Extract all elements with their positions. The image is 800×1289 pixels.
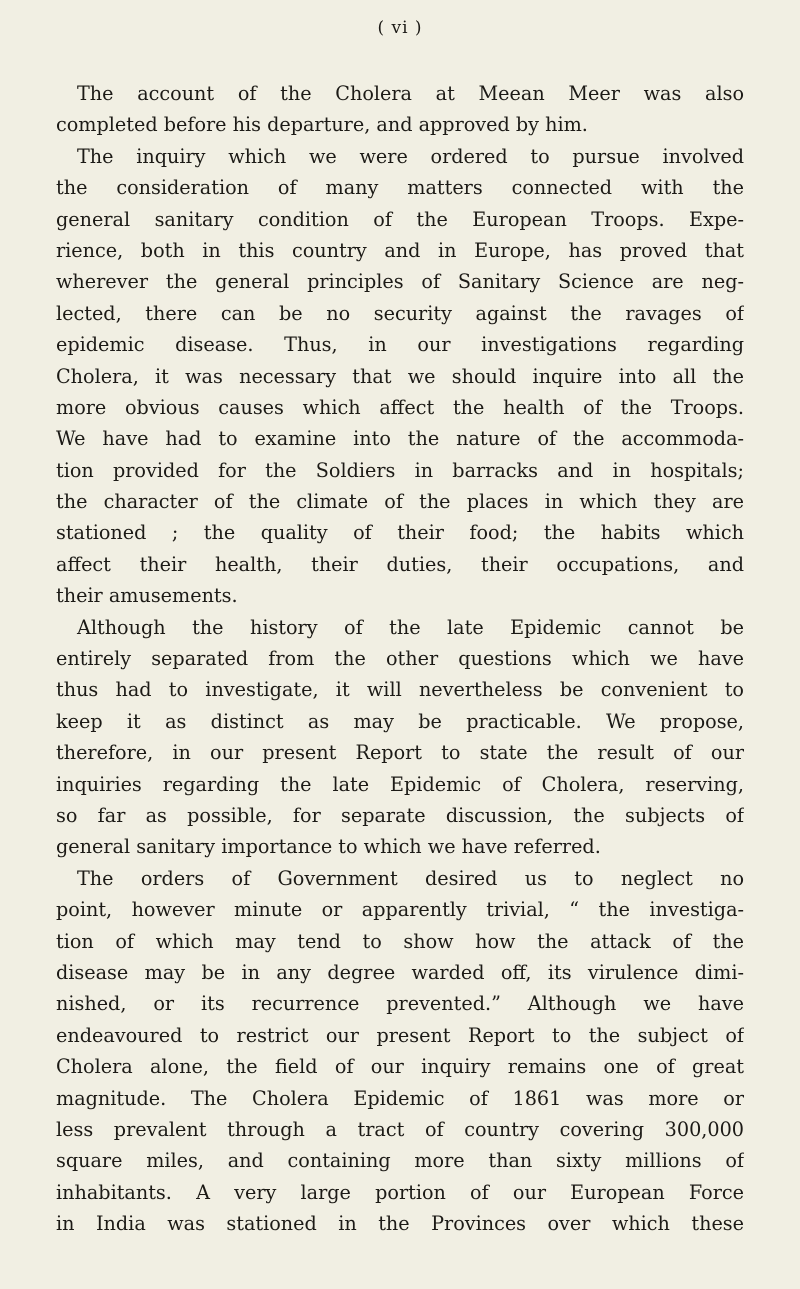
text-line: endeavoured to restrict our present Report to the subject of (56, 1023, 744, 1047)
text-line: less prevalent through a tract of country covering 300,000 (56, 1117, 744, 1141)
text-line: in India was stationed in the Provinces over which these (56, 1212, 744, 1236)
text-line: therefore, in our present Report to state the result of our (56, 741, 744, 765)
text-line: Although the history of the late Epidemic cannot be (77, 615, 744, 639)
text-line: disease may be in any degree warded off, its virulence dimi- (56, 960, 744, 984)
text-line: wherever the general principles of Sanitary Science are neg- (56, 270, 744, 294)
text-line: keep it as distinct as may be practicable. We propose, (56, 709, 744, 733)
text-line: lected, there can be no security against the ravages of (56, 301, 744, 325)
text-line: epidemic disease. Thus, in our investigations regarding (56, 333, 744, 357)
text-line: affect their health, their duties, their occupations, and (56, 552, 744, 576)
text-line: nished, or its recurrence prevented.” Although we have (56, 992, 744, 1016)
text-line: inquiries regarding the late Epidemic of Cholera, reserving, (56, 772, 744, 796)
text-line: Cholera alone, the field of our inquiry remains one of great (56, 1055, 744, 1079)
text-line: inhabitants. A very large portion of our European Force (56, 1180, 744, 1204)
text-line: so far as possible, for separate discussion, the subjects of (56, 803, 744, 827)
text-line: stationed ; the quality of their food; the habits which (56, 521, 744, 545)
text-line: tion provided for the Soldiers in barracks and in hospitals; (56, 458, 744, 482)
text-line: general sanitary importance to which we have referred. (56, 835, 601, 859)
text-line: The orders of Government desired us to neglect no (77, 866, 744, 890)
text-line: completed before his departure, and approved by him. (56, 113, 588, 137)
body-text (56, 78, 744, 1239)
text-line: The account of the Cholera at Meean Meer was also (77, 82, 744, 105)
text-line: entirely separated from the other questions which we have (56, 647, 744, 671)
text-line: thus had to investigate, it will nevertheless be convenient to (56, 678, 744, 702)
text-line: square miles, and containing more than sixty millions of (56, 1149, 744, 1173)
text-line: more obvious causes which affect the health of the Troops. (56, 395, 744, 419)
text-line: We have had to examine into the nature of the accommoda- (56, 427, 744, 451)
text-line: general sanitary condition of the European Troops. Expe- (56, 207, 744, 231)
page-number: ( vi ) (377, 18, 423, 38)
text-line: The inquiry which we were ordered to pursue involved (77, 144, 744, 168)
text-line: the consideration of many matters connected with the (56, 176, 744, 200)
text-line: rience, both in this country and in Europe, has proved that (56, 238, 744, 262)
text-line: tion of which may tend to show how the attack of the (56, 929, 744, 953)
text-line: Cholera, it was necessary that we should inquire into all the (56, 364, 744, 388)
text-line: magnitude. The Cholera Epidemic of 1861 was more or (56, 1086, 744, 1110)
text-line: their amusements. (56, 584, 238, 608)
text-line: the character of the climate of the places in which they are (56, 490, 744, 514)
text-line: point, however minute or apparently trivial, “ the investiga- (56, 898, 744, 922)
